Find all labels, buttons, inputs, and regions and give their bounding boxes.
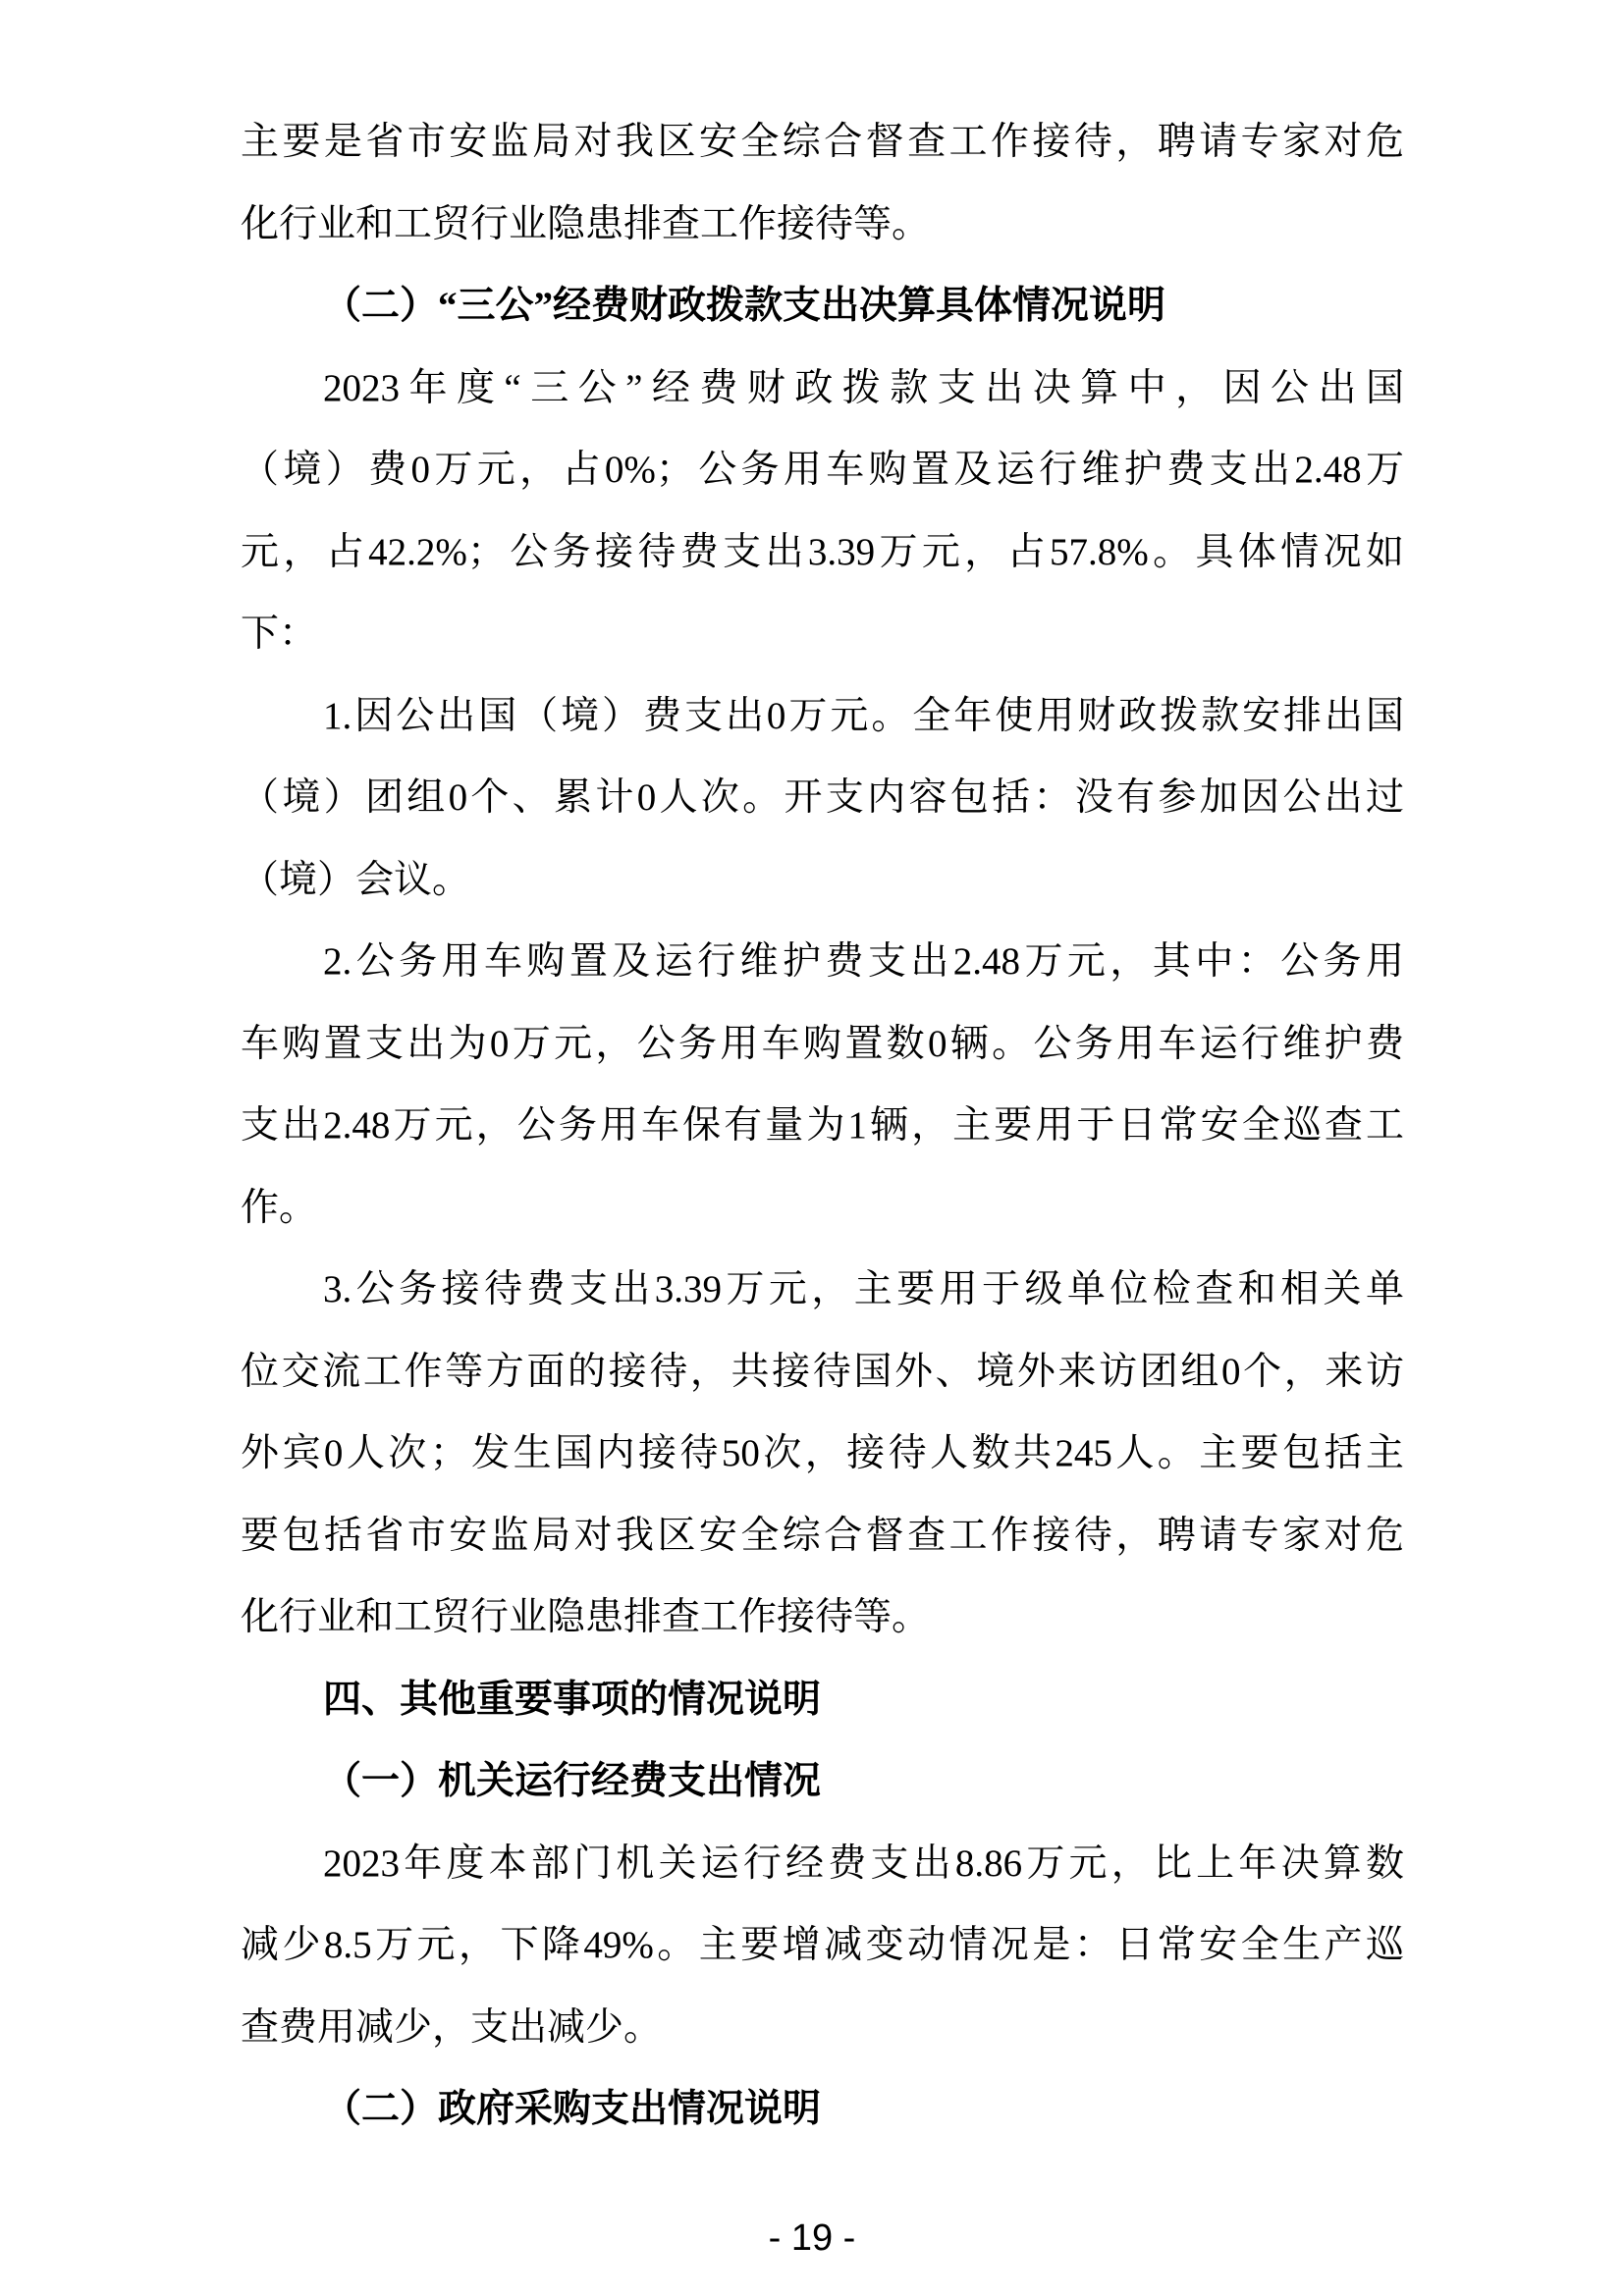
body-line: 要包括省市安监局对我区安全综合督查工作接待，聘请专家对危	[241, 1514, 1404, 1557]
body-line: 减少8.5万元，下降49%。主要增减变动情况是：日常安全生产巡	[241, 1924, 1404, 1966]
section-heading: （二）“三公”经费财政拨款支出决算具体情况说明	[323, 285, 1166, 327]
section-heading: 四、其他重要事项的情况说明	[323, 1678, 822, 1721]
page-number: - 19 -	[768, 2217, 856, 2259]
body-line: （境）会议。	[241, 858, 471, 901]
body-line: 2023年度本部门机关运行经费支出8.86万元，比上年决算数	[323, 1842, 1404, 1885]
body-line: 位交流工作等方面的接待，共接待国外、境外来访团组0个，来访	[241, 1350, 1404, 1393]
body-line: （境）团组0个、累计0人次。开支内容包括：没有参加因公出过	[241, 776, 1404, 819]
body-line: 查费用减少，支出减少。	[241, 2005, 663, 2049]
body-line: 2023年度“三公”经费财政拨款支出决算中，因公出国	[323, 366, 1404, 409]
body-line: 车购置支出为0万元，公务用车购置数0辆。公务用车运行维护费	[241, 1022, 1404, 1065]
document-body	[241, 101, 1404, 2151]
section-heading: （一）机关运行经费支出情况	[323, 1760, 822, 1802]
body-line: 化行业和工贸行业隐患排查工作接待等。	[241, 202, 931, 245]
body-line: 下：	[241, 613, 318, 655]
body-line: 2.公务用车购置及运行维护费支出2.48万元，其中：公务用	[323, 940, 1404, 983]
section-heading: （二）政府采购支出情况说明	[323, 2088, 822, 2130]
body-line: 3.公务接待费支出3.39万元，主要用于级单位检查和相关单	[323, 1268, 1404, 1310]
body-line: 外宾0人次；发生国内接待50次，接待人数共245人。主要包括主	[241, 1432, 1404, 1474]
body-line: 化行业和工贸行业隐患排查工作接待等。	[241, 1596, 931, 1638]
body-line: 1.因公出国（境）费支出0万元。全年使用财政拨款安排出国	[323, 694, 1404, 737]
body-line: 支出2.48万元，公务用车保有量为1辆，主要用于日常安全巡查工	[241, 1104, 1404, 1147]
body-line: 主要是省市安监局对我区安全综合督查工作接待，聘请专家对危	[241, 121, 1404, 163]
body-line: （境）费0万元，占0%；公务用车购置及运行维护费支出2.48万	[241, 449, 1404, 491]
body-line: 作。	[241, 1186, 318, 1229]
body-line: 元，占42.2%；公务接待费支出3.39万元，占57.8%。具体情况如	[241, 530, 1404, 573]
